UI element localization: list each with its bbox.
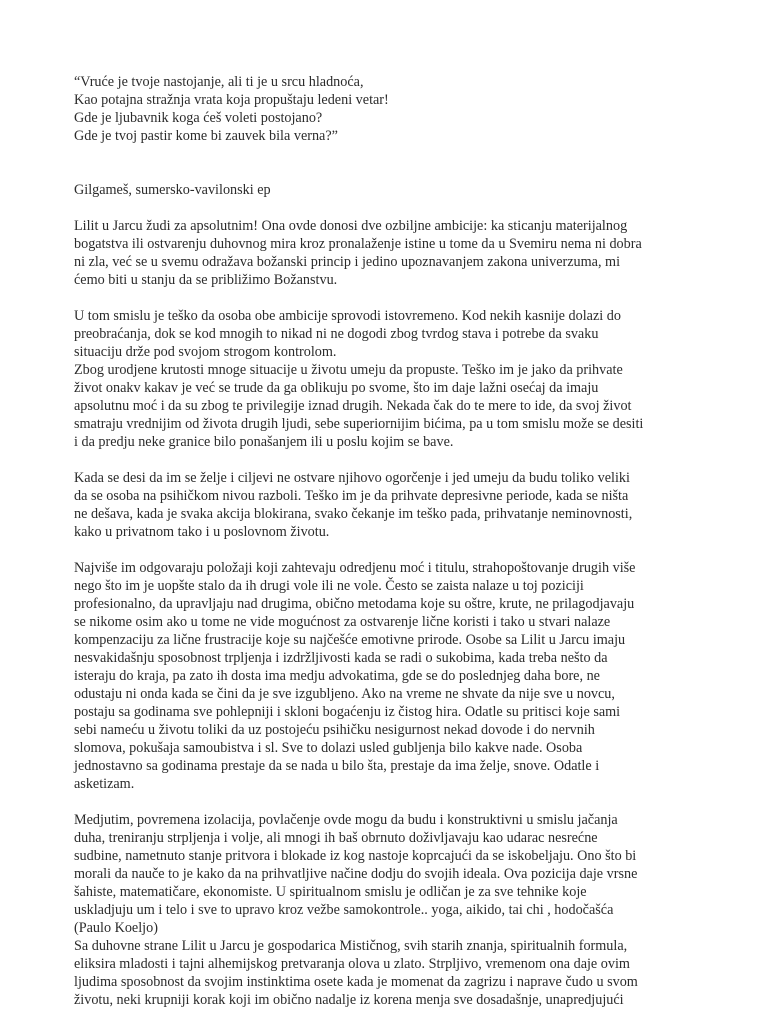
text-line: odustaju ni onda kada se čini da je sve izgubljeno. Ako na vreme ne shvate da nije sve u novcu, <box>74 686 615 702</box>
spacer <box>74 541 704 559</box>
text-line: šahiste, matematičare, ekonomiste. U spiritualnom smislu je odličan je za sve tehnike koje <box>74 884 587 900</box>
text-line: U tom smislu je teško da osoba obe ambicije sprovodi istovremeno. Kod nekih kasnije dolazi do <box>74 308 621 324</box>
paragraph-1 <box>74 217 704 289</box>
text-line: ćemo biti u stanju da se približimo Božanstvu. <box>74 272 338 288</box>
spacer <box>74 289 704 307</box>
text-line: preobraćanja, dok se kod mnogih to nikad ni ne dogodi zbog tvrdog stava i potrebe da svaku <box>74 326 599 342</box>
spacer <box>74 163 704 181</box>
text-line: sudbine, nametnuto stanje pritvora i blokade iz kog nastoje koprcajući da se iskobeljaju. Ono što bi <box>74 848 637 864</box>
text-line: životu, neki krupniji korak koji im obično nadalje iz korena menja sve dosadašnje, unapredjujući <box>74 992 624 1008</box>
text-line: Zbog urodjene krutosti mnoge situacije u životu umeju da propuste. Teško im je jako da prihvate <box>74 362 623 378</box>
text-line: bogatstva ili ostvarenju duhovnog mira kroz pronalaženje istine u tome da u Svemiru nema ni dobra <box>74 236 642 252</box>
text-line: kompenzaciju za lične frustracije koje su najčešće emotivne prirode. Osobe sa Lilit u Jarcu imaju <box>74 632 626 648</box>
text-line: smatraju vrednijim od života drugih ljudi, sebe superiornijim bićima, pa u tom smislu može se desiti <box>74 416 644 432</box>
text-line: sebi namеću u životu toliki da uz postojeću psihičku nesigurnost nekad dovode i do nervnih <box>74 722 595 738</box>
text-line: duha, treniranju strpljenja i volje, ali mnogi ih baš obrnuto doživljavaju kao udarac nesrećne <box>74 830 598 846</box>
text-line: nego što im je uopšte stalo da ih drugi vole ili ne vole. Često se zaista nalaze u toj poziciji <box>74 578 584 594</box>
paragraph-5 <box>74 811 704 1009</box>
text-line: i da predju neke granice bilo ponašanjem ili u poslu kojim se bave. <box>74 434 454 450</box>
text-line: nesvakidašnju sposobnost trpljenja i izdržljivosti kada se radi o sukobima, kada treba nešto da <box>74 650 608 666</box>
text-line: profesionalno, da upravljaju nad drugima, obično metodama koje su oštre, krute, ne prilagodjavaju <box>74 596 635 612</box>
spacer <box>74 145 704 163</box>
epigraph-source: Gilgameš, sumersko-vavilonski ep <box>74 182 271 198</box>
text-line: uskladjuju um i telo i sve to upravo kroz vežbe samokontrole.. yoga, aikido, tai chi , hodočašća <box>74 902 614 918</box>
text-line: jednostavno sa godinama prestaje da se nada u bilo šta, prestaje da ima želje, snove. Odatle i <box>74 758 600 774</box>
text-line: morali da nauče to je kako da na prihvatljive načine dodju do svojih ideala. Ova pozicija daje vrsne <box>74 866 638 882</box>
spacer <box>74 793 704 811</box>
text-line: eliksira mladosti i tajni alhemijskog pretvaranja olova u zlato. Strpljivo, vremenom ona daje ovim <box>74 956 630 972</box>
text-line: ne dešava, kada je svaka akcija blokirana, svako čekanje im teško pada, prihvatanje neminovnosti, <box>74 506 633 522</box>
epigraph-line: Gde je ljubavnik koga ćeš voleti postojano? <box>74 110 323 126</box>
paragraph-4 <box>74 559 704 793</box>
text-line: Najviše im odgovaraju položaji koji zahtevaju odredjenu moć i titulu, strahopoštovanje drugih više <box>74 560 636 576</box>
text-line: Lilit u Jarcu žudi za apsolutnim! Ona ovde donosi dve ozbiljne ambicije: ka sticanju materijalnog <box>74 218 628 234</box>
epigraph-line: Kao potajna stražnja vrata koja propuštaju ledeni vetar! <box>74 92 389 108</box>
text-line: kako u privatnom tako i u poslovnom životu. <box>74 524 330 540</box>
text-line: (Paulo Koeljo) <box>74 920 158 936</box>
spacer <box>74 199 704 217</box>
text-line: slomova, pokušaja samoubistva i sl. Sve to dolazi usled gubljenja bilo kakve nade. Osoba <box>74 740 583 756</box>
paragraph-2 <box>74 307 704 451</box>
text-line: Medjutim, povremena izolacija, povlačenje ovde mogu da budu i konstruktivni u smislu jačanja <box>74 812 618 828</box>
text-line: se nikome osim ako u tome ne vide mogućnost za ostvarenje lične koristi i tako u stvari nalaze <box>74 614 611 630</box>
text-line: isteraju do kraja, pa zato ih dosta ima medju advokatima, gde se do poslednjeg daha bore, ne <box>74 668 600 684</box>
text-line: da se osoba na psihičkom nivou razboli. Teško im je da prihvate depresivne periode, kada se ništa <box>74 488 629 504</box>
spacer <box>74 451 704 469</box>
text-line: Kada se desi da im se želje i ciljevi ne ostvare njihovo ogorčenje i jed umeju da budu toliko veliki <box>74 470 630 486</box>
text-line: život onakv kakav je već se trude da ga oblikuju po svome, što im daje lažni osećaj da imaju <box>74 380 599 396</box>
text-line: apsolutnu moć i da su zbog te privilegije iznad drugih. Nekada čak do te mere to ide, da svoj život <box>74 398 632 414</box>
text-line: situaciju drže pod svojom strogom kontrolom. <box>74 344 337 360</box>
text-line: ljudima sposobnost da svojim instinktima osete kada je momenat da zagrizu i naprave čudo u svom <box>74 974 638 990</box>
text-line: asketizam. <box>74 776 135 792</box>
text-line: ni zla, već se u svemu odražava božanski princip i jedino upoznavanjem zakona univerzuma, mi <box>74 254 621 270</box>
epigraph-line: Gde je tvoj pastir kome bi zauvek bila verna?” <box>74 128 338 144</box>
text-line: postaju sa godinama sve pohlepniji i skloni bogaćenju iz čistog hira. Odatle su pritisci koje sami <box>74 704 621 720</box>
paragraph-3 <box>74 469 704 541</box>
epigraph <box>74 73 704 145</box>
epigraph-line: “Vruće je tvoje nastojanje, ali ti je u srcu hladnoća, <box>74 74 364 90</box>
text-line: Sa duhovne strane Lilit u Jarcu je gospodarica Mističnog, svih starih znanja, spiritualnih formula, <box>74 938 628 954</box>
document-page <box>74 73 704 1009</box>
